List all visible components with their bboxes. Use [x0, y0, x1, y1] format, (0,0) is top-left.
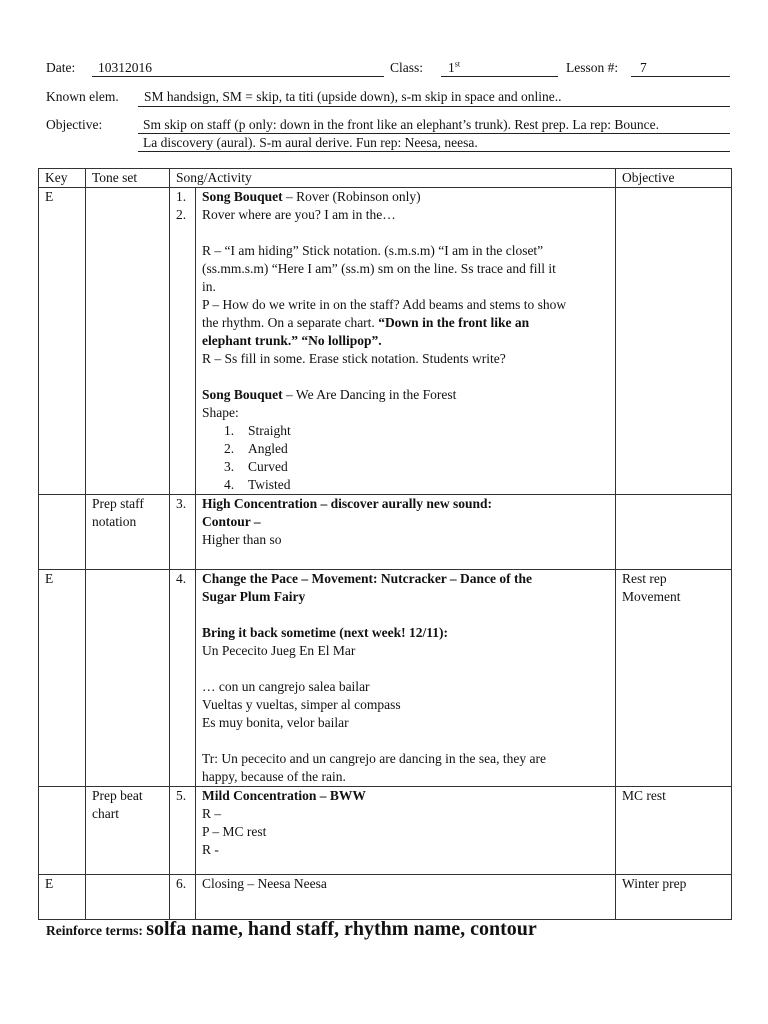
activity-line: Higher than so — [202, 532, 282, 547]
activity-line: Rover where are you? I am in the… — [202, 207, 396, 222]
table-row — [39, 875, 732, 920]
item-number: 5. — [176, 788, 187, 803]
activity-line: the rhythm. On a separate chart. “Down in the front like an — [202, 315, 530, 330]
activity-line: Un Pececito Jueg En El Mar — [202, 643, 356, 658]
activity-line: Song Bouquet – Rover (Robinson only) — [202, 189, 421, 204]
date-value: 10312016 — [98, 60, 152, 75]
table-row — [39, 570, 732, 787]
number-cell — [170, 188, 196, 495]
activity-line: P – MC rest — [202, 824, 267, 839]
lesson-plan-table — [38, 168, 732, 920]
objective-line: Winter prep — [622, 876, 687, 891]
key-header: Key — [39, 169, 86, 188]
objective-cell — [616, 188, 732, 495]
key-cell: E — [39, 570, 86, 787]
table-row — [39, 495, 732, 570]
number-cell — [170, 787, 196, 875]
activity-line: High Concentration – discover aurally new sound: — [202, 496, 493, 511]
tone-set-line: notation — [92, 514, 137, 529]
lesson-value: 7 — [640, 60, 647, 75]
activity-line: Es muy bonita, velor bailar — [202, 715, 349, 730]
class-value: 1st — [448, 59, 461, 75]
objective-cell — [616, 787, 732, 875]
lesson-label: Lesson #: — [566, 60, 619, 75]
activity-line: Closing – Neesa Neesa — [202, 876, 327, 891]
known-elements-value: SM handsign, SM = skip, ta titi (upside down), s-m skip in space and online.. — [144, 89, 562, 104]
reinforce-terms-list: solfa name, hand staff, rhythm name, contour — [146, 918, 537, 940]
activity-line: R – Ss fill in some. Erase stick notation. Students write? — [202, 351, 506, 366]
item-number: 6. — [176, 876, 187, 891]
class-label: Class: — [390, 60, 424, 75]
tone-set-cell — [86, 875, 170, 920]
objective-line-1: Sm skip on staff (p only: down in the front like an elephant’s trunk). Rest prep. La rep: Bounce. — [143, 117, 660, 132]
activity-line: elephant trunk.” “No lollipop”. — [202, 333, 382, 348]
tone-set-cell — [86, 188, 170, 495]
key-cell: E — [39, 875, 86, 920]
objective-cell — [616, 495, 732, 570]
activity-line: Change the Pace – Movement: Nutcracker – Dance of the — [202, 571, 533, 586]
lesson-underline — [631, 76, 730, 77]
activity-line: Mild Concentration – BWW — [202, 788, 366, 803]
activity-line: Sugar Plum Fairy — [202, 589, 306, 604]
activity-line: P – How do we write in on the staff? Add beams and stems to show — [202, 297, 567, 312]
objective-underline-2 — [138, 151, 730, 152]
tone-set-cell — [86, 570, 170, 787]
activity-line: Vueltas y vueltas, simper al compass — [202, 697, 401, 712]
objective-header: Objective — [616, 169, 732, 188]
activity-line: Shape: — [202, 405, 239, 420]
activity-cell — [196, 188, 616, 495]
objective-cell — [616, 875, 732, 920]
number-cell — [170, 495, 196, 570]
activity-line: Song Bouquet – We Are Dancing in the Forest — [202, 387, 457, 402]
item-number: 3. — [176, 496, 187, 511]
activity-line: in. — [202, 279, 216, 294]
tone-set-line: Prep beat — [92, 788, 143, 803]
key-cell — [39, 495, 86, 570]
activity-line: Contour – — [202, 514, 261, 529]
activity-line: Tr: Un pececito and un cangrejo are dancing in the sea, they are — [202, 751, 546, 766]
activity-cell — [196, 787, 616, 875]
tone-set-line: chart — [92, 806, 119, 821]
activity-line: … con un cangrejo salea bailar — [202, 679, 370, 694]
key-cell — [39, 787, 86, 875]
reinforce-terms-label: Reinforce terms: — [46, 923, 147, 938]
table-row — [39, 188, 732, 495]
list-item: 3. Curved — [224, 459, 288, 474]
activity-cell — [196, 875, 616, 920]
reinforce-terms — [46, 918, 537, 941]
activity-cell — [196, 495, 616, 570]
activity-line: R – “I am hiding” Stick notation. (s.m.s.m) “I am in the closet” — [202, 243, 544, 258]
activity-cell — [196, 570, 616, 787]
activity-line: happy, because of the rain. — [202, 769, 346, 784]
tone-set-line: Prep staff — [92, 496, 144, 511]
known-elements-label: Known elem. — [46, 89, 119, 104]
objective-cell — [616, 570, 732, 787]
list-item: 1. Straight — [224, 423, 291, 438]
tone-set-header: Tone set — [86, 169, 170, 188]
item-number: 2. — [176, 207, 187, 222]
list-item: 4. Twisted — [224, 477, 291, 492]
item-number: 4. — [176, 571, 187, 586]
activity-line: R - — [202, 842, 219, 857]
tone-set-cell — [86, 495, 170, 570]
objective-line-2: La discovery (aural). S-m aural derive. Fun rep: Neesa, neesa. — [143, 135, 478, 150]
key-cell: E — [39, 188, 86, 495]
list-item: 2. Angled — [224, 441, 288, 456]
table-row — [39, 787, 732, 875]
objective-line: Movement — [622, 589, 681, 604]
date-underline — [92, 76, 384, 77]
class-underline — [441, 76, 558, 77]
item-number: 1. — [176, 189, 187, 204]
table-header-row — [39, 169, 732, 188]
objective-line: MC rest — [622, 788, 666, 803]
known-underline — [138, 106, 730, 107]
objective-line: Rest rep — [622, 571, 667, 586]
number-cell — [170, 875, 196, 920]
activity-line: R – — [202, 806, 222, 821]
song-activity-header: Song/Activity — [170, 169, 616, 188]
activity-line: Bring it back sometime (next week! 12/11): — [202, 625, 448, 640]
objective-underline-1 — [138, 133, 730, 134]
objective-label: Objective: — [46, 117, 103, 132]
number-cell — [170, 570, 196, 787]
tone-set-cell — [86, 787, 170, 875]
date-label: Date: — [46, 60, 76, 75]
activity-line: (ss.mm.s.m) “Here I am” (ss.m) sm on the line. Ss trace and fill it — [202, 261, 556, 276]
